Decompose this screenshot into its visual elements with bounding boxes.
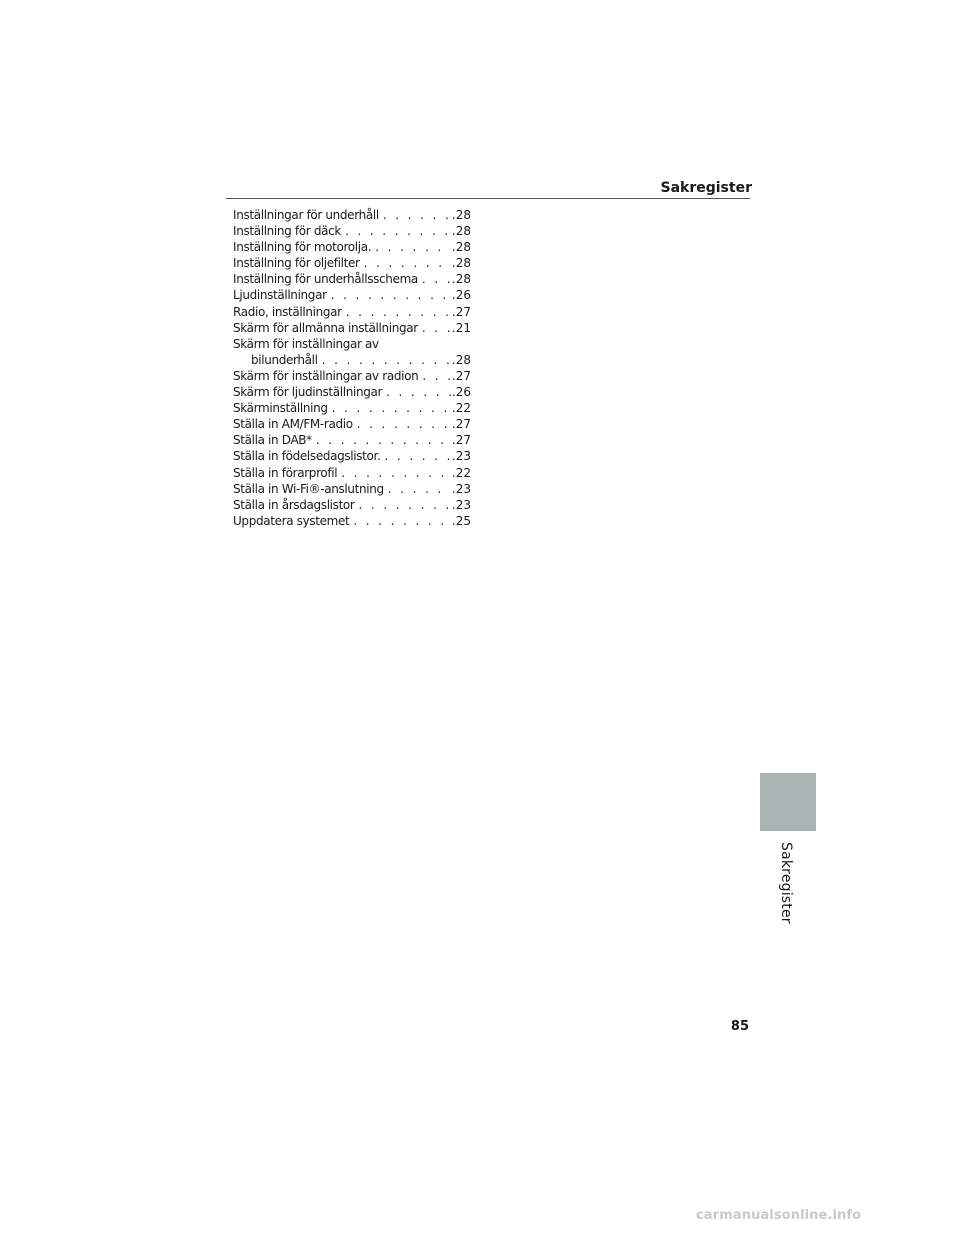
index-entry[interactable] bbox=[233, 465, 471, 481]
index-subentry[interactable] bbox=[233, 352, 471, 368]
index-entry-heading bbox=[233, 336, 471, 352]
index-entry[interactable] bbox=[233, 400, 471, 416]
watermark-text: carmanualsonline.info bbox=[696, 1208, 862, 1223]
entry-label: bilunderhåll bbox=[251, 352, 318, 367]
page-number: 85 bbox=[730, 1019, 749, 1034]
index-entry[interactable] bbox=[233, 448, 471, 464]
dot-leader bbox=[341, 465, 451, 481]
entry-page-number: .23 bbox=[451, 449, 471, 464]
entry-page-number: .22 bbox=[451, 465, 471, 480]
dot-leader bbox=[388, 481, 451, 497]
header-divider bbox=[226, 198, 750, 199]
entry-label: Inställning för underhållsschema bbox=[233, 272, 418, 287]
index-entry[interactable] bbox=[233, 513, 471, 529]
dot-leader bbox=[383, 207, 451, 223]
index-entry[interactable] bbox=[233, 416, 471, 432]
entry-label: Skärm för inställningar av bbox=[233, 336, 379, 351]
entry-page-number: .28 bbox=[451, 208, 471, 222]
index-entry[interactable] bbox=[233, 271, 471, 287]
entry-label: Ställa in AM/FM-radio bbox=[233, 417, 353, 432]
entry-label: Ställa in födelsedagslistor. bbox=[233, 449, 381, 464]
entry-label: Skärm för allmänna inställningar bbox=[233, 320, 418, 335]
index-entry[interactable] bbox=[233, 287, 471, 303]
dot-leader bbox=[364, 255, 451, 271]
entry-label: Skärm för ljudinställningar bbox=[233, 385, 383, 400]
entry-page-number: .23 bbox=[451, 497, 471, 512]
page-header-title: Sakregister bbox=[660, 180, 752, 196]
index-entry[interactable] bbox=[233, 432, 471, 448]
dot-leader bbox=[375, 239, 451, 255]
dot-leader bbox=[332, 400, 451, 416]
index-entry[interactable] bbox=[233, 481, 471, 497]
entry-page-number: .23 bbox=[451, 481, 471, 496]
entry-label: Radio, inställningar bbox=[233, 304, 342, 319]
index-entry[interactable] bbox=[233, 497, 471, 513]
entry-page-number: .28 bbox=[451, 272, 471, 287]
index-entry[interactable] bbox=[233, 320, 471, 336]
dot-leader bbox=[322, 352, 451, 368]
index-entry[interactable] bbox=[233, 255, 471, 271]
dot-leader bbox=[386, 384, 451, 400]
entry-page-number: .21 bbox=[451, 320, 471, 335]
index-entry[interactable] bbox=[233, 384, 471, 400]
dot-leader bbox=[346, 304, 451, 320]
entry-label: Ställa in Wi-Fi®-anslutning bbox=[233, 481, 384, 496]
entry-page-number: .26 bbox=[451, 385, 471, 400]
entry-label: Inställning för motorolja. bbox=[233, 240, 372, 255]
dot-leader bbox=[353, 513, 451, 529]
entry-page-number: .22 bbox=[451, 401, 471, 416]
dot-leader bbox=[359, 497, 451, 513]
index-entry[interactable] bbox=[233, 223, 471, 239]
entry-page-number: .27 bbox=[451, 417, 471, 432]
index-entry[interactable] bbox=[233, 304, 471, 320]
entry-page-number: .28 bbox=[451, 256, 471, 271]
dot-leader bbox=[316, 432, 451, 448]
index-entry-list bbox=[233, 207, 471, 529]
index-entry[interactable] bbox=[233, 368, 471, 384]
entry-label: Ställa in DAB* bbox=[233, 433, 312, 448]
entry-label: Inställningar för underhåll bbox=[233, 208, 379, 222]
entry-label: Ställa in förarprofil bbox=[233, 465, 338, 480]
entry-label: Ställa in årsdagslistor bbox=[233, 497, 355, 512]
index-entry[interactable] bbox=[233, 239, 471, 255]
dot-leader bbox=[357, 416, 451, 432]
entry-page-number: .26 bbox=[451, 288, 471, 303]
entry-page-number: .28 bbox=[451, 224, 471, 239]
entry-page-number: .27 bbox=[451, 368, 471, 383]
dot-leader bbox=[422, 271, 451, 287]
entry-label: Inställning för oljefilter bbox=[233, 256, 360, 271]
dot-leader bbox=[345, 223, 451, 239]
entry-page-number: .28 bbox=[451, 240, 471, 255]
dot-leader bbox=[422, 368, 451, 384]
entry-page-number: .27 bbox=[451, 304, 471, 319]
entry-label: Skärminställning bbox=[233, 401, 328, 416]
entry-label: Ljudinställningar bbox=[233, 288, 327, 303]
section-tab-label: Sakregister bbox=[778, 842, 794, 924]
section-tab-marker[interactable] bbox=[760, 773, 816, 831]
entry-label: Uppdatera systemet bbox=[233, 513, 350, 528]
index-entry[interactable] bbox=[233, 207, 471, 223]
entry-page-number: .25 bbox=[451, 513, 471, 528]
dot-leader bbox=[384, 448, 450, 464]
dot-leader bbox=[422, 320, 451, 336]
entry-label: Inställning för däck bbox=[233, 224, 341, 239]
entry-page-number: .27 bbox=[451, 433, 471, 448]
dot-leader bbox=[331, 287, 451, 303]
entry-label: Skärm för inställningar av radion bbox=[233, 368, 419, 383]
entry-page-number: .28 bbox=[451, 352, 471, 367]
